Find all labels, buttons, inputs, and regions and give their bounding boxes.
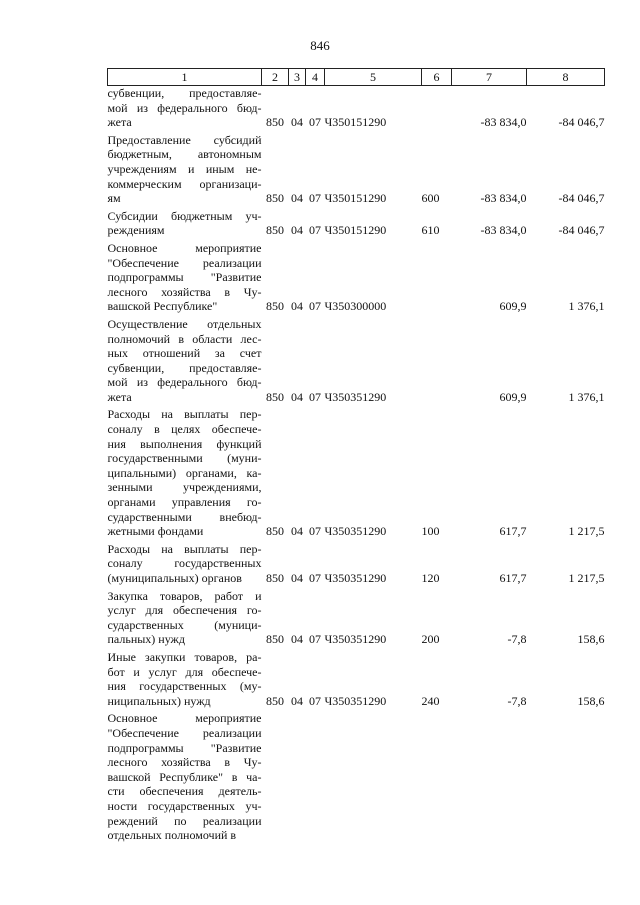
expense-name-line: Иные закупки товаров, ра- [107, 649, 262, 664]
expense-name-line: ния выполнения функций [107, 436, 262, 451]
table-row [108, 241, 605, 317]
expense-name-line: лесного хозяйства в Чу- [107, 755, 262, 770]
section-code: 04 [291, 632, 303, 647]
subsection-code: 07 [309, 389, 321, 404]
expense-name-line: ния государственных (му- [107, 679, 262, 694]
expense-name-line: реждений по реализации [107, 813, 262, 828]
subsection-code [306, 711, 325, 845]
budget-table [107, 68, 605, 846]
col-header-3: 3 [289, 69, 306, 86]
subsection-code: 07 [309, 524, 321, 539]
table-row [108, 589, 605, 650]
table-row [108, 86, 605, 133]
expense-type-code: 240 [421, 693, 440, 708]
subsection-code: 07 [309, 115, 321, 130]
amount-col-8: 1 217,5 [568, 524, 605, 539]
col-header-1: 1 [108, 69, 262, 86]
ministry-code: 850 [266, 115, 284, 130]
expense-name [108, 86, 262, 133]
expense-name-line: ных отношений за счет [107, 346, 262, 361]
table-row [108, 407, 605, 541]
amount-col-7: 609,9 [499, 299, 527, 314]
expense-name-line: коммерческим организаци- [107, 176, 262, 191]
expense-name-line: жета [107, 389, 132, 404]
amount-col-8: -84 046,7 [558, 115, 605, 130]
ministry-code: 850 [266, 632, 284, 647]
target-article-code: Ч350151290 [324, 191, 387, 206]
col-header-5: 5 [325, 69, 422, 86]
expense-name-line: Субсидии бюджетным уч- [107, 208, 262, 223]
expense-type-code: 120 [421, 571, 440, 585]
expense-name [108, 241, 262, 317]
target-article-code [325, 711, 422, 845]
expense-name [108, 650, 262, 711]
expense-name-line: сударственными внебюд- [107, 509, 262, 524]
target-article-code: Ч350351290 [324, 389, 387, 404]
amount-col-7: -7,8 [507, 632, 527, 647]
page-number: 846 [310, 38, 330, 53]
ministry-code: 850 [266, 191, 284, 206]
expense-type-code [422, 711, 452, 845]
section-code: 04 [291, 299, 303, 314]
expense-name-line: жета [107, 115, 132, 130]
target-article-code: Ч350151290 [324, 115, 387, 130]
expense-name-line: вашской Республике" [107, 299, 218, 314]
subsection-code: 07 [309, 571, 321, 585]
expense-name-line: "Обеспечение реализации [107, 725, 262, 740]
subsection-code: 07 [309, 223, 321, 238]
expense-name-line: соналу в целях обеспече- [107, 422, 262, 437]
expense-name-line: субвенции, предоставляе- [107, 86, 262, 100]
subsection-code: 07 [309, 632, 321, 647]
expense-name-line: сти обеспечения деятель- [107, 784, 262, 799]
amount-col-7: -83 834,0 [480, 115, 527, 130]
amount-col-7 [452, 711, 527, 845]
amount-col-7: 617,7 [499, 524, 527, 539]
expense-name-line: Закупка товаров, работ и [107, 588, 262, 603]
expense-name-line: вашской Республике" в ча- [107, 769, 262, 784]
expense-name [108, 407, 262, 541]
expense-name-line: лесного хозяйства в Чу- [107, 284, 262, 299]
amount-col-7: -83 834,0 [480, 223, 527, 238]
expense-name-line: (муниципальных) органов [107, 571, 242, 585]
expense-name-line: зенными учреждениями, [107, 480, 262, 495]
ministry-code [262, 711, 289, 845]
amount-col-8: 158,6 [577, 693, 605, 708]
section-code: 04 [291, 223, 303, 238]
amount-col-8: 158,6 [577, 632, 605, 647]
expense-name-line: органами управления го- [107, 495, 262, 510]
expense-name-line: бюджетным, автономным [107, 147, 262, 162]
expense-name-line: Основное мероприятие [107, 711, 262, 726]
col-header-2: 2 [262, 69, 289, 86]
amount-col-7: -83 834,0 [480, 191, 527, 206]
expense-name-line: соналу государственных [107, 556, 262, 571]
expense-name-line: ципальными) органами, ка- [107, 465, 262, 480]
expense-name-line: сударственных (муници- [107, 617, 262, 632]
section-code: 04 [291, 389, 303, 404]
subsection-code: 07 [309, 693, 321, 708]
expense-name-line: реждениям [107, 223, 165, 238]
amount-col-7: 609,9 [499, 389, 527, 404]
expense-name-line: жетными фондами [107, 524, 204, 539]
target-article-code: Ч350351290 [324, 524, 387, 539]
subsection-code: 07 [309, 299, 321, 314]
col-header-7: 7 [452, 69, 527, 86]
target-article-code: Ч350351290 [324, 632, 387, 647]
expense-type-code: 600 [421, 191, 440, 206]
ministry-code: 850 [266, 299, 284, 314]
expense-name-line: услуг для обеспечения го- [107, 603, 262, 618]
expense-name-line: отдельных полномочий в [107, 828, 237, 843]
expense-name [108, 317, 262, 408]
amount-col-8: -84 046,7 [558, 191, 605, 206]
ministry-code: 850 [266, 223, 284, 238]
expense-name-line: ности государственных уч- [107, 798, 262, 813]
section-code: 04 [291, 571, 303, 585]
expense-name-line: ям [107, 191, 121, 206]
amount-col-7: 617,7 [499, 571, 527, 585]
expense-type-code [422, 241, 452, 317]
table-row [108, 133, 605, 209]
expense-name-line: мой из федерального бюд- [107, 100, 262, 115]
table-row [108, 317, 605, 408]
amount-col-8: 1 376,1 [568, 299, 605, 314]
amount-col-8: 1 376,1 [568, 389, 605, 404]
expense-name [108, 133, 262, 209]
ministry-code: 850 [266, 524, 284, 539]
table-row [108, 209, 605, 241]
expense-name-line: Осуществление отдельных [107, 316, 262, 331]
col-header-6: 6 [422, 69, 452, 86]
expense-name-line: ниципальных) нужд [107, 693, 211, 708]
expense-name-line: Расходы на выплаты пер- [107, 541, 262, 556]
ministry-code: 850 [266, 389, 284, 404]
expense-name [108, 589, 262, 650]
expense-name-line: Расходы на выплаты пер- [107, 407, 262, 422]
expense-type-code: 100 [421, 524, 440, 539]
section-code: 04 [291, 524, 303, 539]
section-code: 04 [291, 191, 303, 206]
ministry-code: 850 [266, 571, 284, 585]
header-row [108, 69, 605, 86]
amount-col-7: -7,8 [507, 693, 527, 708]
table-row [108, 542, 605, 589]
expense-name-line: Основное мероприятие [107, 240, 262, 255]
expense-name [108, 711, 262, 845]
col-header-4: 4 [306, 69, 325, 86]
expense-name-line: полномочий в области лес- [107, 331, 262, 346]
amount-col-8: -84 046,7 [558, 223, 605, 238]
target-article-code: Ч350151290 [324, 223, 387, 238]
target-article-code: Ч350351290 [324, 693, 387, 708]
expense-name-line: пальных) нужд [107, 632, 185, 647]
target-article-code: Ч350351290 [324, 571, 387, 585]
section-code: 04 [291, 115, 303, 130]
expense-name-line: мой из федерального бюд- [107, 375, 262, 390]
expense-type-code: 610 [421, 223, 440, 238]
expense-name-line: подпрограммы "Развитие [107, 270, 262, 285]
expense-type-code: 200 [421, 632, 440, 647]
expense-name-line: государственными (муни- [107, 451, 262, 466]
ministry-code: 850 [266, 693, 284, 708]
table-row [108, 711, 605, 845]
expense-name-line: учреждениям и иным не- [107, 161, 262, 176]
expense-type-code [422, 86, 452, 133]
expense-name-line: подпрограммы "Развитие [107, 740, 262, 755]
section-code [289, 711, 306, 845]
expense-name-line: бот и услуг для обеспече- [107, 664, 262, 679]
subsection-code: 07 [309, 191, 321, 206]
expense-type-code [422, 317, 452, 408]
amount-col-8 [527, 711, 605, 845]
expense-name-line: "Обеспечение реализации [107, 255, 262, 270]
table-row [108, 650, 605, 711]
amount-col-8: 1 217,5 [568, 571, 605, 585]
expense-name-line: Предоставление субсидий [107, 132, 262, 147]
col-header-8: 8 [527, 69, 605, 86]
expense-name-line: субвенции, предоставляе- [107, 360, 262, 375]
target-article-code: Ч350300000 [324, 299, 387, 314]
expense-name [108, 209, 262, 241]
expense-name [108, 542, 262, 589]
section-code: 04 [291, 693, 303, 708]
